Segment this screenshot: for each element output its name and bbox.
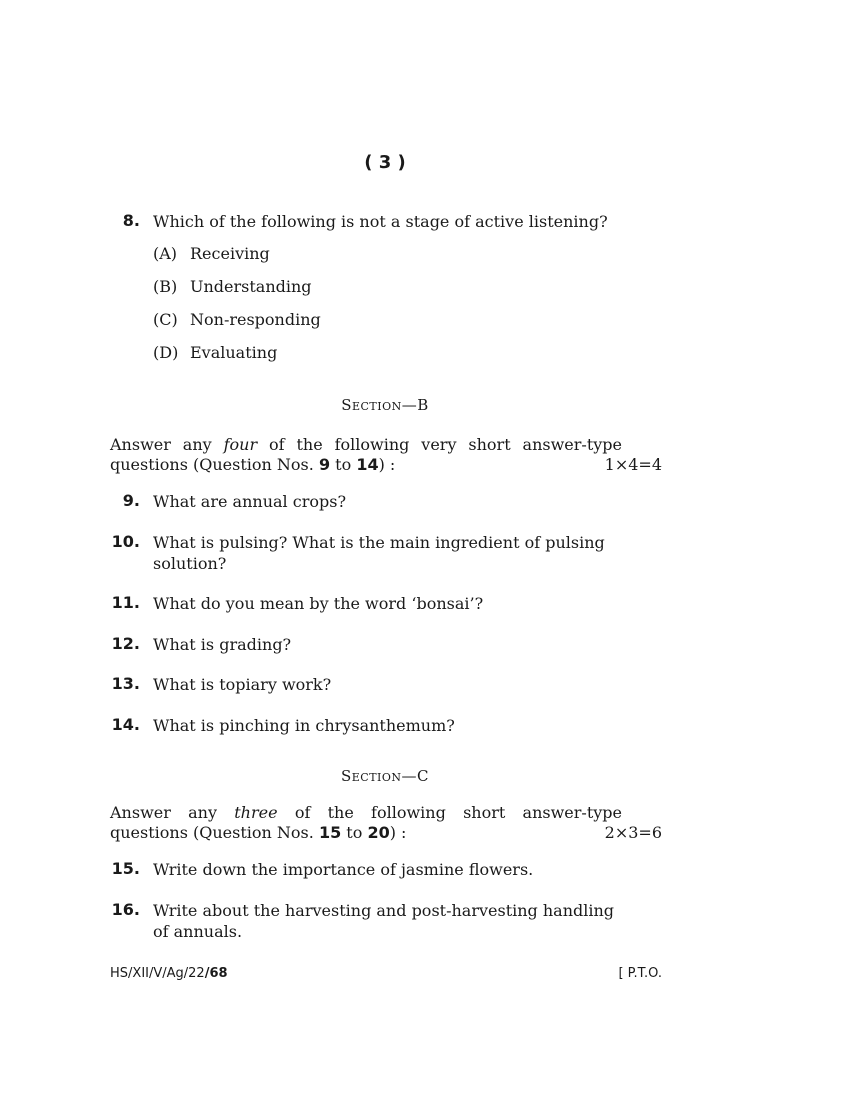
- section-c-instructions: Answer any three of the following short answer-type questions (Question Nos. 15 to 20) : 2×3=6: [110, 803, 662, 842]
- option-text: Non-responding: [190, 310, 321, 329]
- question-number: 13.: [111, 674, 140, 693]
- option-a: [153, 244, 270, 263]
- question-number: 9.: [122, 491, 140, 510]
- question-text: Which of the following is not a stage of active listening?: [153, 212, 608, 231]
- question-text: What do you mean by the word ‘bonsai’?: [153, 594, 484, 613]
- page-footer: [110, 966, 662, 981]
- question-number: 12.: [111, 634, 140, 653]
- section-b-title: Section—B: [341, 396, 429, 414]
- question-number: 11.: [111, 593, 140, 612]
- option-letter: (B): [153, 277, 178, 296]
- option-text: Receiving: [190, 244, 270, 263]
- question-text: What is grading?: [153, 635, 292, 654]
- question-text: Write down the importance of jasmine flowers.: [153, 860, 534, 879]
- question-text: What is topiary work?: [153, 675, 332, 694]
- marks: 2×3=6: [604, 823, 662, 842]
- option-letter: (C): [153, 310, 178, 329]
- section-b-instructions: Answer any four of the following very short answer-type questions (Question Nos. 9 to 14) : 1×4=4: [110, 435, 662, 474]
- question-number: 15.: [111, 859, 140, 878]
- question-number: 10.: [111, 532, 140, 551]
- question-number: 14.: [111, 715, 140, 734]
- question-text: What are annual crops?: [153, 492, 347, 511]
- question-text: What is pinching in chrysanthemum?: [153, 716, 455, 735]
- option-letter: (D): [153, 343, 179, 362]
- pto-label: [ P.T.O.: [618, 966, 662, 981]
- option-letter: (A): [153, 244, 178, 263]
- question-number: 8.: [122, 211, 140, 230]
- question-text: Write about the harvesting and post-harvesting handling of annuals.: [153, 901, 615, 941]
- option-d: [153, 343, 277, 362]
- option-text: Evaluating: [190, 343, 278, 362]
- page-number: ( 3 ): [364, 152, 406, 173]
- question-text: What is pulsing? What is the main ingredient of pulsing solution?: [153, 533, 605, 573]
- section-c-title: Section—C: [340, 767, 430, 785]
- option-c: [153, 310, 321, 329]
- option-text: Understanding: [190, 277, 312, 296]
- question-number: 16.: [111, 900, 140, 919]
- paper-code: HS/XII/V/Ag/22/68: [110, 966, 228, 981]
- option-b: [153, 277, 312, 296]
- marks: 1×4=4: [604, 455, 662, 474]
